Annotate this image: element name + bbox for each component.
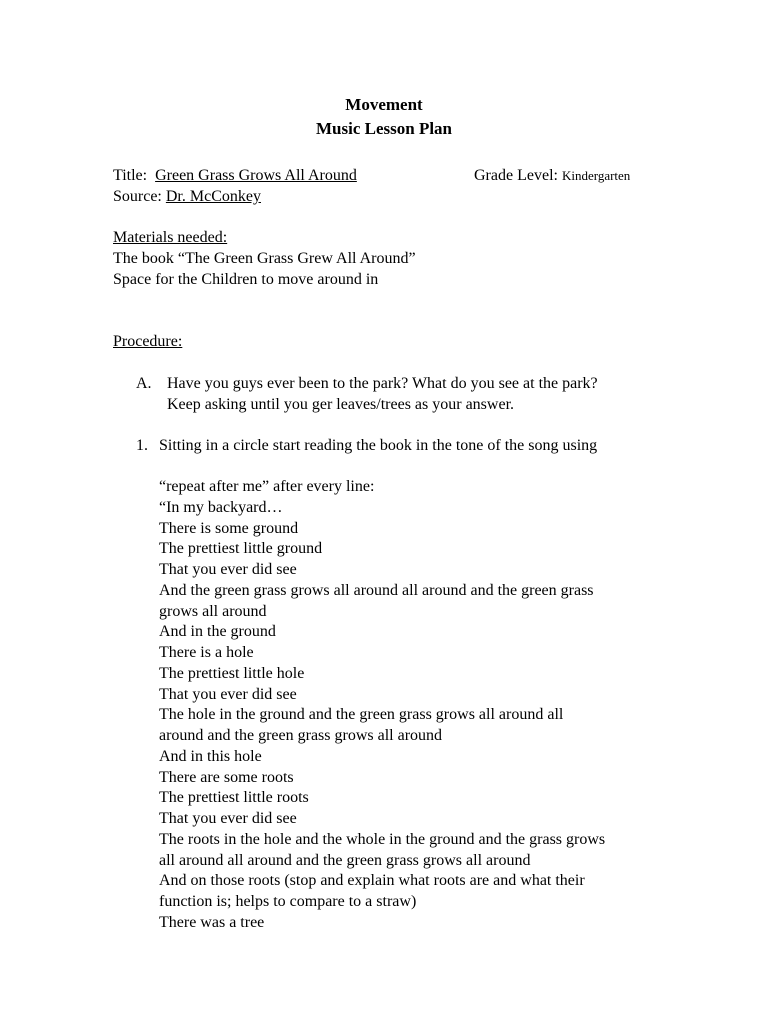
lyric-line: The hole in the ground and the green grass grows all around all [159, 706, 564, 724]
document-subtitle: Music Lesson Plan [315, 119, 453, 138]
lyric-line: There is a hole [159, 644, 254, 661]
lyric-line: There are some roots [159, 768, 294, 786]
lyric-line: And in this hole [159, 747, 262, 765]
lyric-line: The prettiest little ground [159, 540, 323, 558]
grade-label: Grade Level: [474, 167, 558, 184]
lyric-line: There is some ground [159, 519, 299, 537]
source-row [113, 187, 279, 207]
materials-item: The book “The Green Grass Grew All Around” [113, 250, 416, 267]
lyric-line: The prettiest little roots [159, 789, 309, 807]
lyric-line: And in the ground [159, 623, 276, 641]
lyric-line: function is; helps to compare to a straw) [159, 893, 417, 910]
lyric-line: That you ever did see [159, 561, 297, 578]
title-label: Title: [113, 167, 148, 184]
lyric-line: grows all around [159, 602, 267, 620]
procedure-heading: Procedure: [113, 333, 183, 350]
lyric-line: The prettiest little hole [159, 664, 305, 682]
step-1-marker: 1. [136, 437, 148, 454]
lesson-title: Green Grass Grows All Around [155, 167, 357, 184]
lyric-line: That you ever did see [159, 685, 297, 703]
lyric-line: The roots in the hole and the whole in the ground and the grass grows [159, 830, 606, 848]
lyric-line: around and the green grass grows all around [159, 727, 443, 744]
document-title: Movement [345, 95, 423, 114]
materials-item: Space for the Children to move around in [113, 271, 379, 288]
grade-row [474, 166, 630, 186]
lyric-line: There was a tree [159, 913, 265, 931]
lyric-line: That you ever did see [159, 810, 297, 827]
title-row [113, 166, 357, 186]
lyric-line: “In my backyard… [159, 498, 283, 516]
song-lyrics [159, 477, 605, 934]
step-a-text: Keep asking until you ger leaves/trees as your answer. [167, 396, 515, 413]
lyric-line: And the green grass grows all around all around and the green grass [159, 581, 594, 599]
source-value: Dr. McConkey [165, 188, 261, 205]
step-a-text: Have you guys ever been to the park? What do you see at the park? [167, 375, 598, 392]
lyric-line: And on those roots (stop and explain what roots are and what their [159, 872, 585, 890]
lyric-line: “repeat after me” after every line: [159, 478, 375, 495]
grade-value: Kindergarten [561, 168, 631, 183]
step-a-marker: A. [136, 375, 152, 392]
materials-heading: Materials needed: [113, 229, 228, 246]
step-1-text: Sitting in a circle start reading the book in the tone of the song using [159, 437, 598, 454]
source-label: Source: [113, 188, 162, 205]
lyric-line: all around all around and the green grass grows all around [159, 851, 531, 869]
